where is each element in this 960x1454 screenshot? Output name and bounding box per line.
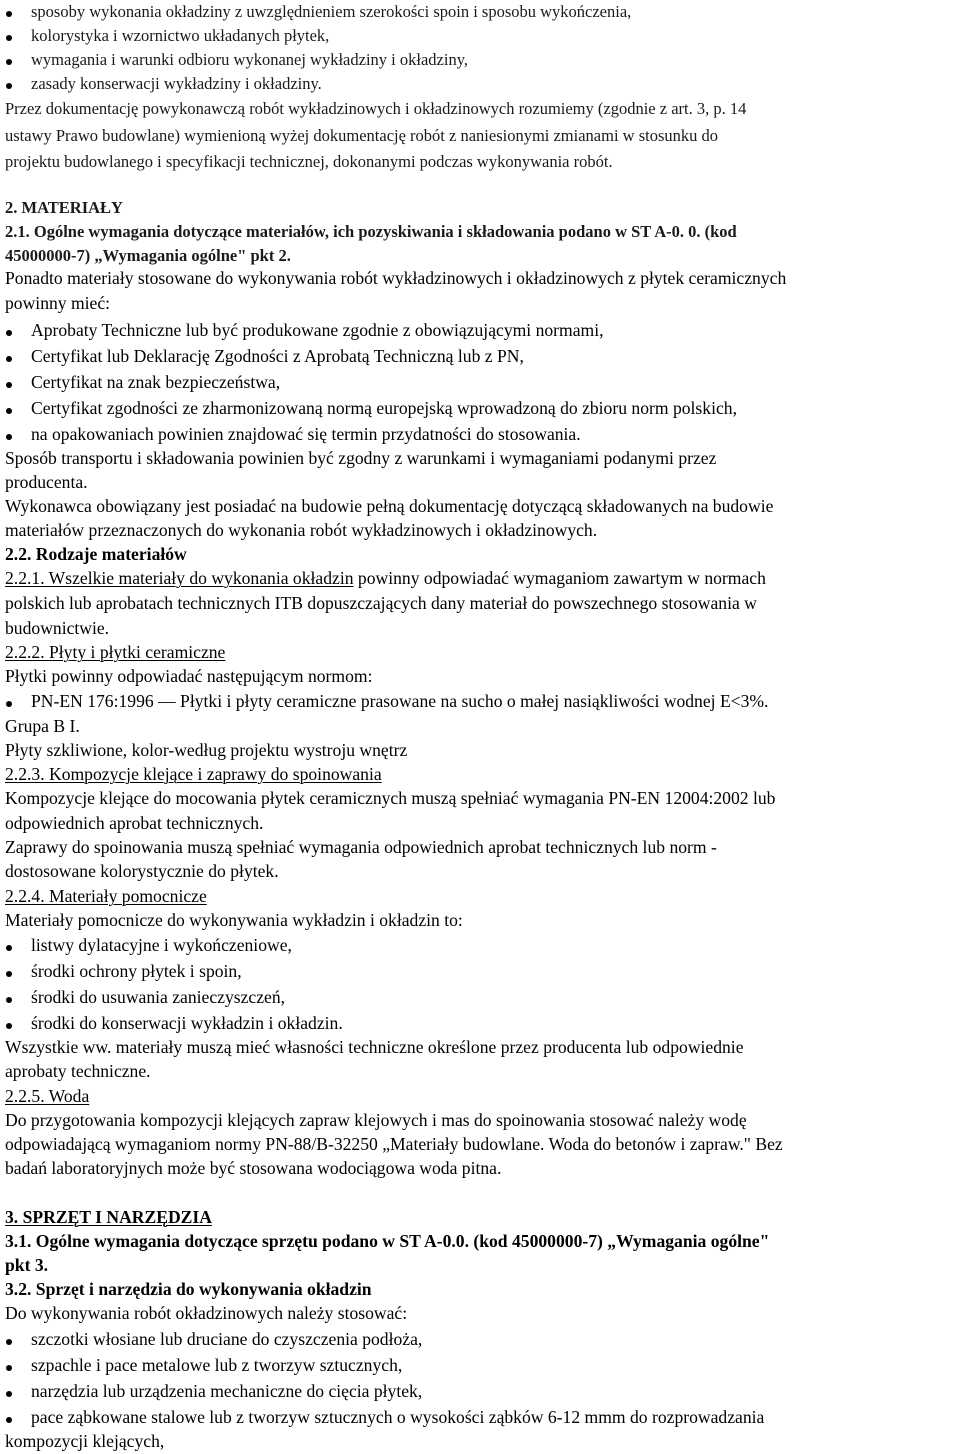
paragraph-line: powinny mieć:	[5, 293, 111, 313]
subsection-heading: 2.2.2. Płyty i płytki ceramiczne	[5, 642, 226, 662]
subsection-heading: pkt 3.	[5, 1255, 49, 1275]
paragraph-line: Materiały pomocnicze do wykonywania wykładzin i okładzin to:	[5, 910, 463, 930]
subsection-heading: 2.2.4. Materiały pomocnicze	[5, 886, 207, 906]
paragraph-line: Płyty szkliwione, kolor-według projektu wystroju wnętrz	[5, 740, 408, 760]
subsection-heading: 3.2. Sprzęt i narzędzia do wykonywania okładzin	[5, 1279, 372, 1299]
paragraph-line: materiałów przeznaczonych do wykonania robót wykładzinowych i okładzinowych.	[5, 520, 598, 540]
inline-text: powinny odpowiadać wymaganiom zawartym w normach	[353, 568, 766, 588]
list-item: szczotki włosiane lub druciane do czyszczenia podłoża,	[31, 1329, 423, 1349]
subsection-heading: 2.1. Ogólne wymagania dotyczące materiałów, ich pozyskiwania i składowania podano w ST A-0. 0. (kod	[5, 222, 737, 241]
paragraph-line: budownictwie.	[5, 618, 110, 638]
paragraph-line: polskich lub aprobatach technicznych ITB dopuszczających dany materiał do powszechnego stosowania w	[5, 593, 757, 613]
paragraph-line: projektu budowlanego i specyfikacji technicznej, dokonanymi podczas wykonywania robót.	[5, 152, 613, 171]
list-item: na opakowaniach powinien znajdować się termin przydatności do stosowania.	[31, 424, 581, 444]
inline-heading: 2.2.1. Wszelkie materiały do wykonania okładzin	[5, 568, 354, 588]
paragraph-line: odpowiednich aprobat technicznych.	[5, 813, 264, 833]
paragraph-line: Do przygotowania kompozycji klejących zapraw klejowych i mas do spoinowania stosować należy wodę	[5, 1110, 747, 1130]
list-item: wymagania i warunki odbioru wykonanej wykładziny i okładziny,	[31, 50, 468, 69]
paragraph-line: Przez dokumentację powykonawczą robót wykładzinowych i okładzinowych rozumiemy (zgodnie z art. 3, p. 14	[5, 99, 747, 118]
paragraph-line: Kompozycje klejące do mocowania płytek ceramicznych muszą spełniać wymagania PN-EN 12004:2002 lub	[5, 788, 776, 808]
section-heading: 3. SPRZĘT I NARZĘDZIA	[5, 1207, 212, 1227]
list-item: środki do usuwania zanieczyszczeń,	[31, 987, 286, 1007]
list-item: sposoby wykonania okładziny z uwzględnieniem szerokości spoin i sposobu wykończenia,	[31, 2, 632, 21]
list-item: Certyfikat na znak bezpieczeństwa,	[31, 372, 281, 392]
list-item: narzędzia lub urządzenia mechaniczne do cięcia płytek,	[31, 1381, 423, 1401]
list-item: środki ochrony płytek i spoin,	[31, 961, 242, 981]
subsection-heading: 45000000-7) „Wymagania ogólne" pkt 2.	[5, 246, 291, 265]
list-item: kolorystyka i wzornictwo układanych płytek,	[31, 26, 330, 45]
list-item: Aprobaty Techniczne lub być produkowane zgodnie z obowiązującymi normami,	[31, 320, 604, 340]
list-item: PN-EN 176:1996 — Płytki i płyty ceramiczne prasowane na sucho o małej nasiąkliwości wodnej E<3%.	[31, 691, 769, 711]
list-item: zasady konserwacji wykładziny i okładziny.	[31, 74, 322, 93]
list-item: środki do konserwacji wykładzin i okładzin.	[31, 1013, 343, 1033]
paragraph-line: Wszystkie ww. materiały muszą mieć własności techniczne określone przez producenta lub odpowiednie	[5, 1037, 744, 1057]
paragraph-line: Sposób transportu i składowania powinien być zgodny z warunkami i wymaganiami podanymi przez	[5, 448, 717, 468]
paragraph-line: producenta.	[5, 472, 88, 492]
paragraph-line	[5, 570, 766, 588]
paragraph-line: Wykonawca obowiązany jest posiadać na budowie pełną dokumentację dotyczącą składowanych na budowie	[5, 496, 774, 516]
subsection-heading: 2.2.3. Kompozycje klejące i zaprawy do spoinowania	[5, 764, 382, 784]
subsection-heading: 3.1. Ogólne wymagania dotyczące sprzętu podano w ST A-0.0. (kod 45000000-7) „Wymagania ogólne"	[5, 1231, 770, 1251]
paragraph-line: dostosowane kolorystycznie do płytek.	[5, 861, 279, 881]
paragraph-line: Zaprawy do spoinowania muszą spełniać wymagania odpowiednich aprobat technicznych lub norm -	[5, 837, 717, 857]
paragraph-line: Grupa B I.	[5, 716, 80, 736]
paragraph-line: Ponadto materiały stosowane do wykonywania robót wykładzinowych i okładzinowych z płytek ceramicznych	[5, 268, 787, 288]
list-item: listwy dylatacyjne i wykończeniowe,	[31, 935, 292, 955]
paragraph-line: Do wykonywania robót okładzinowych należy stosować:	[5, 1303, 408, 1323]
list-item: Certyfikat zgodności ze zharmonizowaną normą europejską wprowadzoną do zbioru norm polskich,	[31, 398, 737, 418]
subsection-heading: 2.2. Rodzaje materiałów	[5, 544, 187, 564]
paragraph-line: badań laboratoryjnych może być stosowana wodociągowa woda pitna.	[5, 1158, 502, 1178]
paragraph-line: Płytki powinny odpowiadać następującym normom:	[5, 666, 373, 686]
list-item: pace ząbkowane stalowe lub z tworzyw sztucznych o wysokości ząbków 6-12 mmm do rozprowadzania	[31, 1407, 765, 1427]
paragraph-line: odpowiadającą wymaganiom normy PN-88/B-32250 „Materiały budowlane. Woda do betonów i zapraw." Bez	[5, 1134, 783, 1154]
subsection-heading: 2.2.5. Woda	[5, 1086, 90, 1106]
paragraph-line: ustawy Prawo budowlane) wymienioną wyżej dokumentację robót z naniesionymi zmianami w stosunku do	[5, 126, 719, 145]
list-item: Certyfikat lub Deklarację Zgodności z Aprobatą Techniczną lub z PN,	[31, 346, 524, 366]
list-item: szpachle i pace metalowe lub z tworzyw sztucznych,	[31, 1355, 403, 1375]
paragraph-line: aprobaty techniczne.	[5, 1061, 151, 1081]
section-heading: 2. MATERIAŁY	[5, 198, 123, 217]
paragraph-line: kompozycji klejących,	[5, 1431, 165, 1451]
